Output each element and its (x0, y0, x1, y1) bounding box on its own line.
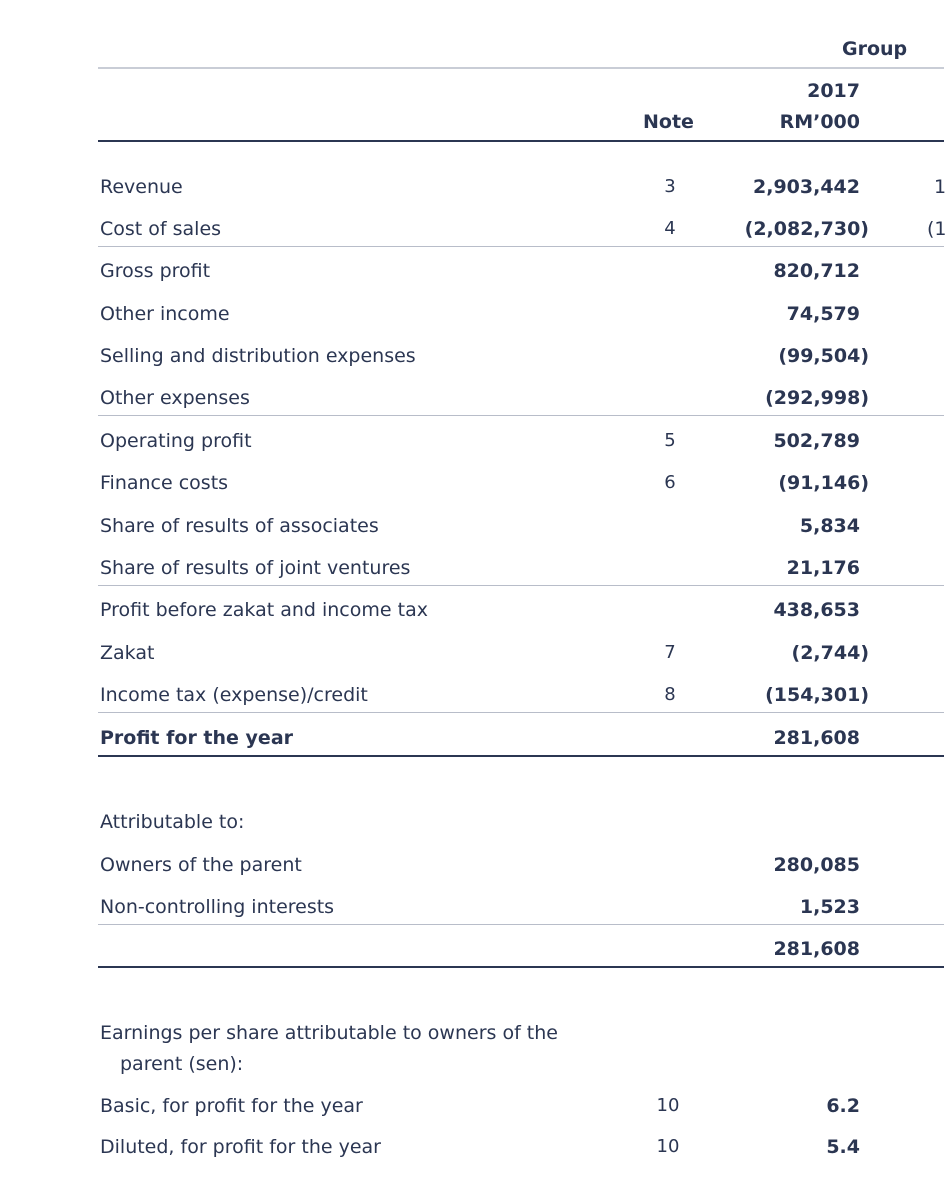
row-rule (98, 585, 944, 586)
eps-basic-value: 6.2 (826, 1095, 860, 1117)
row-value: (2,082,730) (744, 218, 869, 240)
attributable-total: 281,608 (773, 938, 860, 960)
eps-diluted-value: 5.4 (826, 1136, 860, 1158)
profit-for-year-label: Profit for the year (100, 727, 294, 749)
row-label: Gross profit (100, 260, 211, 282)
attributable-heading: Attributable to: (100, 811, 245, 833)
row-note: 4 (664, 218, 676, 239)
row-label: Finance costs (100, 472, 229, 494)
attributable-total-rule (98, 966, 944, 968)
row-value-cut: 1 (934, 176, 947, 198)
row-label: Zakat (100, 642, 155, 664)
row-rule (98, 246, 944, 247)
row-label: Cost of sales (100, 218, 222, 240)
row-value: (99,504) (778, 345, 869, 367)
eps-diluted-label: Diluted, for profit for the year (100, 1136, 381, 1158)
profit-rule (98, 755, 944, 757)
row-value: (2,744) (791, 642, 869, 664)
currency-heading: RM’000 (779, 111, 860, 133)
row-value: 21,176 (786, 557, 860, 579)
owners-label: Owners of the parent (100, 854, 302, 876)
row-label: Share of results of associates (100, 515, 379, 537)
row-label: Other income (100, 303, 230, 325)
row-note: 3 (664, 176, 676, 197)
row-value: 74,579 (786, 303, 860, 325)
eps-basic-note: 10 (656, 1095, 680, 1116)
nci-label: Non-controlling interests (100, 896, 335, 918)
row-rule (98, 712, 944, 713)
row-value: 2,903,442 (753, 176, 860, 198)
row-value: 502,789 (773, 430, 860, 452)
row-label: Share of results of joint ventures (100, 557, 411, 579)
row-label: Profit before zakat and income tax (100, 599, 428, 621)
eps-basic-label: Basic, for profit for the year (100, 1095, 363, 1117)
group-heading: Group (842, 38, 908, 60)
eps-heading-cont: parent (sen): (120, 1053, 244, 1075)
row-rule (98, 415, 944, 416)
row-value-cut: (1 (927, 218, 947, 240)
row-value: 5,834 (799, 515, 860, 537)
group-rule (98, 67, 944, 69)
row-value: (292,998) (765, 387, 869, 409)
row-label: Selling and distribution expenses (100, 345, 416, 367)
note-heading: Note (643, 111, 694, 133)
row-value: (91,146) (778, 472, 869, 494)
row-note: 5 (664, 430, 676, 451)
header-rule (98, 140, 944, 142)
row-label: Other expenses (100, 387, 250, 409)
eps-heading: Earnings per share attributable to owners of the (100, 1022, 558, 1044)
year-heading: 2017 (807, 80, 860, 102)
row-note: 8 (664, 684, 676, 705)
row-label: Income tax (expense)/credit (100, 684, 368, 706)
row-note: 7 (664, 642, 676, 663)
row-note: 6 (664, 472, 676, 493)
row-value: 820,712 (773, 260, 860, 282)
row-value: (154,301) (765, 684, 869, 706)
profit-for-year-value: 281,608 (773, 727, 860, 749)
eps-diluted-note: 10 (656, 1136, 680, 1157)
attributable-rule (98, 924, 944, 925)
row-value: 438,653 (773, 599, 860, 621)
row-label: Operating profit (100, 430, 252, 452)
nci-value: 1,523 (799, 896, 860, 918)
owners-value: 280,085 (773, 854, 860, 876)
row-label: Revenue (100, 176, 183, 198)
